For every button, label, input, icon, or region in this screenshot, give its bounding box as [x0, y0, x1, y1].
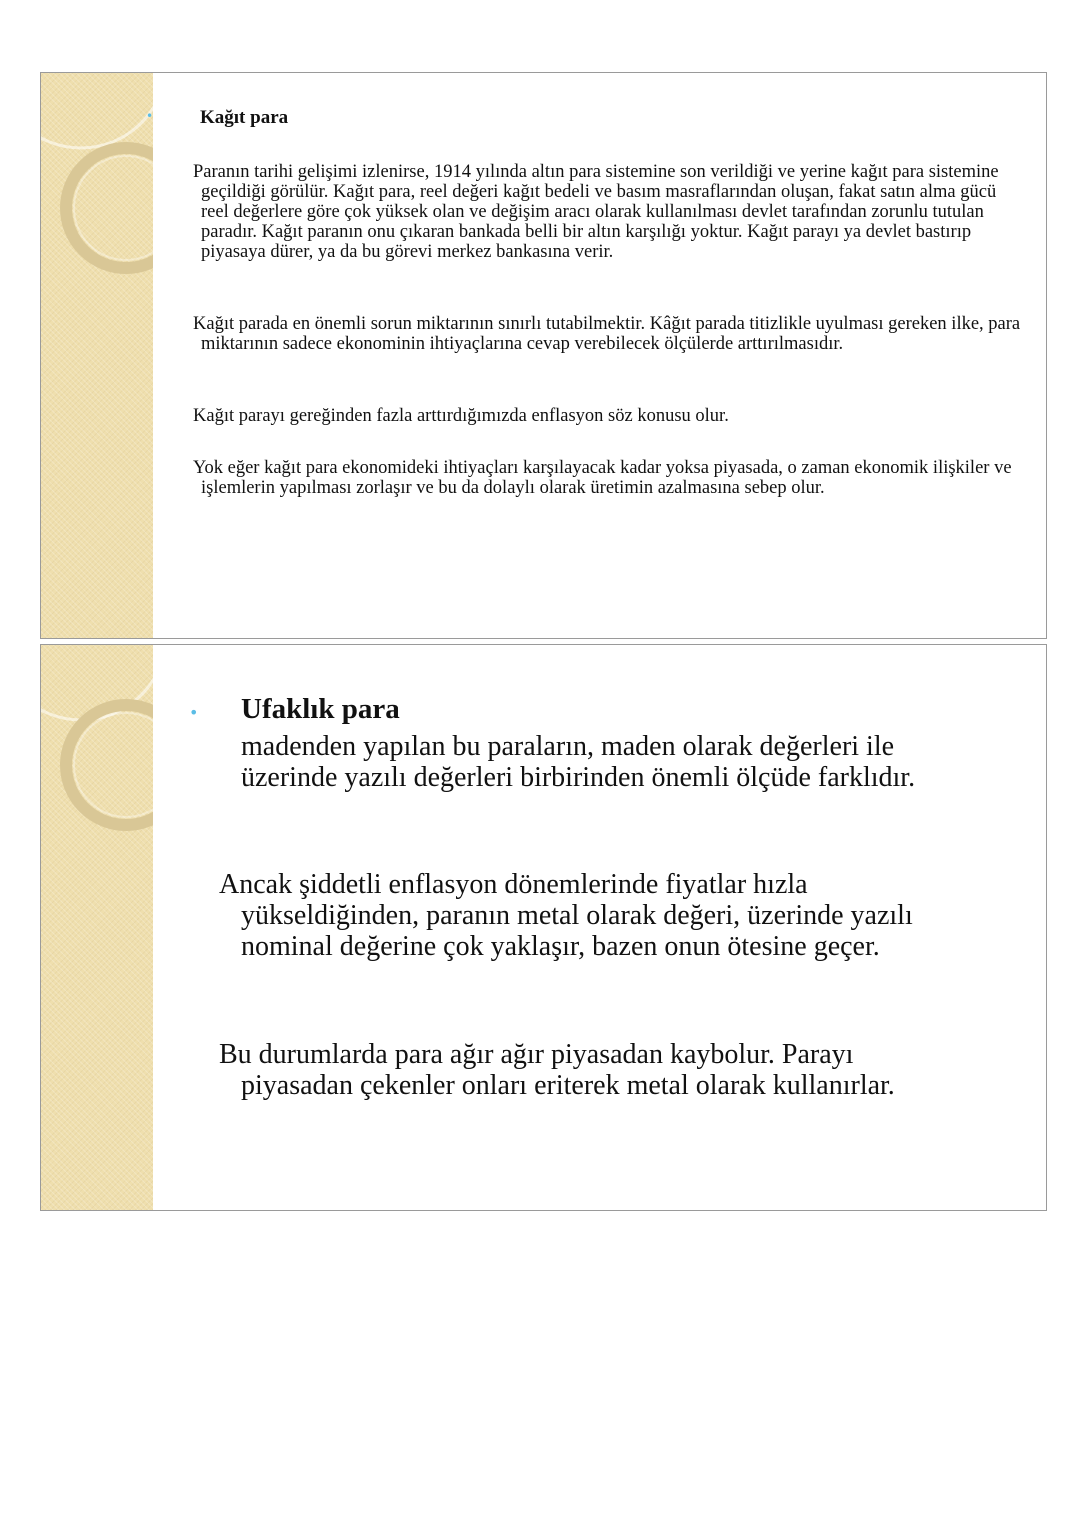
decorative-rings-icon	[41, 645, 153, 1211]
slide-title: Kağıt para	[200, 107, 289, 128]
slide-2	[40, 644, 1047, 1211]
paragraph: madenden yapılan bu paraların, maden olarak değerleri ile üzerinde yazılı değerleri birbirinden önemli ölçüde farklıdır.	[241, 731, 916, 793]
slide-1	[40, 72, 1047, 639]
bullet-icon: •	[146, 109, 154, 123]
decorative-sidebar	[41, 73, 153, 638]
decorative-sidebar	[41, 645, 153, 1210]
paragraph: Ancak şiddetli enflasyon dönemlerinde fiyatlar hızla yükseldiğinden, paranın metal olarak değeri, üzerinde yazılı nominal değerine çok yaklaşır, bazen onun ötesine geçer.	[219, 869, 913, 962]
paragraph: Kağıt parada en önemli sorun miktarının sınırlı tutabilmektir. Kâğıt parada titizlikle uyulması gereken ilke, para miktarının sadece ekonominin ihtiyaçlarına cevap verebilecek ölçülerde arttırılmasıdır.	[193, 314, 1021, 354]
decorative-rings-icon	[41, 73, 153, 639]
paragraph: Yok eğer kağıt para ekonomideki ihtiyaçları karşılayacak kadar yoksa piyasada, o zaman ekonomik ilişkiler ve işlemlerin yapılması zorlaşır ve bu da dolaylı olarak üretimin azalmasına sebep olur.	[193, 458, 1012, 498]
bullet-icon: •	[189, 703, 199, 722]
paragraph: Paranın tarihi gelişimi izlenirse, 1914 yılında altın para sistemine son verildiği ve yerine kağıt para sistemine geçildiği görülür. Kağıt para, reel değeri kağıt bedeli ve basım masraflarından oluşan, fakat satın alma gücü reel değerlere göre çok yüksek olan ve değişim aracı olarak kullanılması devlet tarafından zorunlu tutulan paradır. Kağıt paranın onu çıkaran bankada belli bir altın karşılığı yoktur. Kağıt parayı ya devlet bastırıp piyasaya dürer, ya da bu görevi merkez bankasına verir.	[193, 162, 999, 262]
paragraph: Bu durumlarda para ağır ağır piyasadan kaybolur. Parayı piyasadan çekenler onları eriterek metal olarak kullanırlar.	[219, 1039, 895, 1101]
paragraph: Kağıt parayı gereğinden fazla arttırdığımızda enflasyon söz konusu olur.	[193, 406, 729, 426]
slide-title: Ufaklık para	[241, 693, 400, 725]
